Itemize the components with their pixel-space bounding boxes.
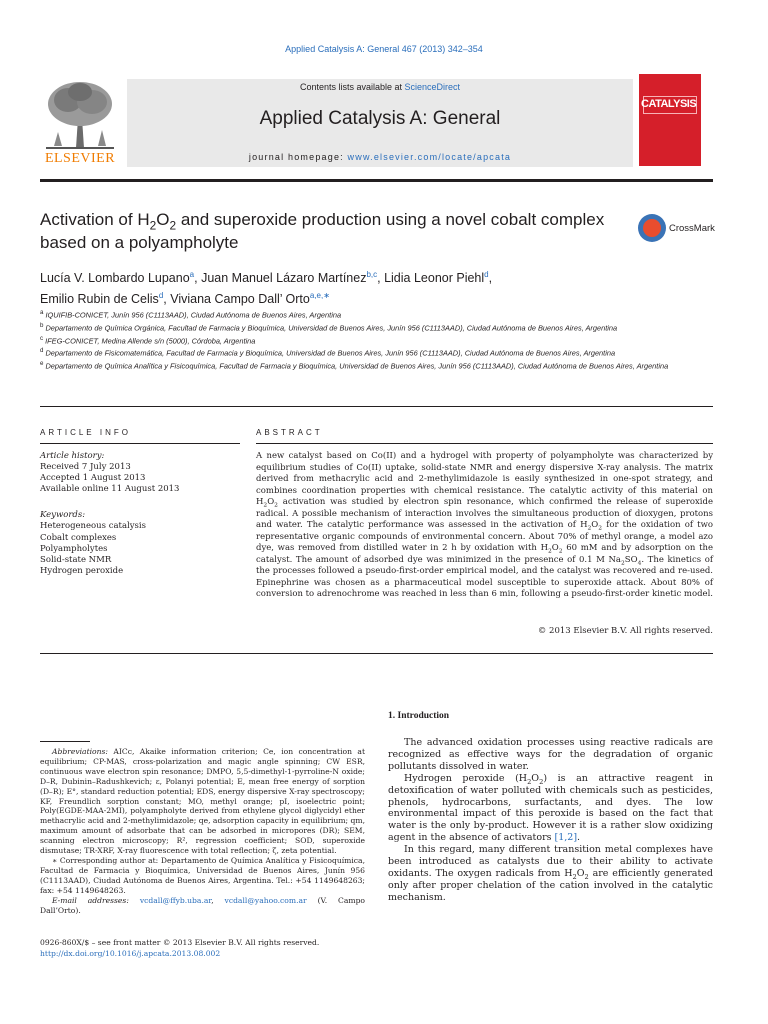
journal-citation[interactable]: Applied Catalysis A: General 467 (2013) 342–354 <box>285 44 483 54</box>
journal-cover-thumbnail[interactable] <box>639 74 701 166</box>
header-divider <box>40 179 713 182</box>
footnote-divider <box>40 741 90 742</box>
author-affiliation-link[interactable]: a,e,∗ <box>309 291 330 301</box>
citation-link[interactable]: [1,2] <box>554 832 578 844</box>
author-affiliation-link[interactable]: a <box>189 270 195 279</box>
cover-title: CATALYSIS <box>641 98 697 110</box>
homepage-prefix: journal homepage: <box>248 152 348 162</box>
keyword-item: Cobalt complexes <box>40 532 117 543</box>
keyword-item: Polyampholytes <box>40 543 108 554</box>
doi-link[interactable]: http://dx.doi.org/10.1016/j.apcata.2013.08.002 <box>40 949 221 958</box>
article-history <box>40 451 240 495</box>
author-name: Lucía V. Lombardo Lupano <box>40 271 190 286</box>
email-footnote: E-mail addresses: vcdall@ffyb.uba.ar, vcdall@yahoo.com.ar (V. Campo Dall’Orto). <box>40 895 366 915</box>
sciencedirect-link[interactable]: ScienceDirect <box>404 82 461 92</box>
paragraph: Hydrogen peroxide $(H_2O_2)$ is an attractive reagent in detoxification of water polluted with chemicals such as pesticides, phenols, hydrocarbons, surfactants, and dyes. The low environmental impact of this peroxide is based on the fact that water is the only by-product. However it is a rather slow oxidizing agent in the absence of activators [1,2]. <box>388 772 713 844</box>
keyword-item: Heterogeneous catalysis <box>40 521 146 532</box>
corresponding-author-footnote: ∗ Corresponding author at: Departamento de Química Analítica y Fisicoquímica, Facultad de Farmacia y Bioquímica, Universidad de Buenos Aires, Junín 956 (C1113AAD), Ciudad Autónoma de Buenos Aires, Argentina. Tel.: +54 1149648263; fax: +54 1149648263. <box>40 855 365 895</box>
affiliation-item: $^e$ Departamento de Química Analítica y Fisicoquímica, Facultad de Farmacia y Bioquímica, Universidad de Buenos Aires, Junín 956 (C1113AAD), Ciudad Autónoma de Buenos Aires, Argentina <box>40 360 669 371</box>
homepage-link[interactable]: www.elsevier.com/locate/apcata <box>347 152 512 162</box>
crossmark-badge[interactable] <box>638 214 718 244</box>
author-name: Lidia Leonor Piehl <box>384 271 485 286</box>
history-online: Available online 11 August 2013 <box>40 484 180 494</box>
author-affiliation-link[interactable]: d <box>158 291 164 301</box>
keyword-item: Hydrogen peroxide <box>40 566 124 577</box>
history-accepted: Accepted 1 August 2013 <box>40 473 146 483</box>
front-matter-notice <box>40 937 365 959</box>
elsevier-tree-icon <box>40 78 120 150</box>
journal-homepage <box>127 152 633 162</box>
keyword-item: Solid-state NMR <box>40 555 112 566</box>
article-info-heading: ARTICLE INFO <box>40 428 131 437</box>
affiliation-divider <box>40 406 713 407</box>
affiliation-item: $^c$ IFEG-CONICET, Medina Allende s/n (5000), Córdoba, Argentina <box>40 334 256 345</box>
author-name: Emilio Rubin de Celis <box>40 292 159 307</box>
crossmark-label: CrossMark <box>669 223 715 234</box>
author-name: Viviana Campo Dall’ Orto <box>170 292 310 307</box>
contents-prefix: Contents lists available at <box>299 82 405 92</box>
copyright-notice: © 2013 Elsevier B.V. All rights reserved. <box>537 626 713 636</box>
author-affiliation-link[interactable]: b,c <box>366 270 378 279</box>
history-received: Received 7 July 2013 <box>40 462 131 472</box>
journal-title: Applied Catalysis A: General <box>259 108 501 129</box>
affiliation-item: $^a$ IQUIFIB-CONICET, Junín 956 (C1113AAD), Ciudad Autónoma de Buenos Aires, Argentina <box>40 309 342 320</box>
affiliation-item: $^d$ Departamento de Fisicomatemática, Facultad de Farmacia y Bioquímica, Universidad de Buenos Aires, Junín 956 (C1113AAD), Ciudad Autónoma de Buenos Aires, Argentina <box>40 347 616 358</box>
keyword-list <box>40 510 240 578</box>
article-title: Activation of $H_2O_2$ and superoxide production using a novel cobalt complex based on a polyampholyte <box>40 210 605 252</box>
abstract-heading: ABSTRACT <box>256 428 323 437</box>
elsevier-wordmark: ELSEVIER <box>44 151 116 166</box>
email-link[interactable]: vcdall@yahoo.com.ar <box>224 895 307 905</box>
author-name: Juan Manuel Lázaro Martínez <box>201 271 367 286</box>
email-link[interactable]: vcdall@ffyb.uba.ar <box>139 895 212 905</box>
footnotes <box>40 747 365 915</box>
crossmark-icon <box>638 214 666 242</box>
crossmark-icon-inner <box>643 219 661 237</box>
paragraph: The advanced oxidation processes using reactive radicals are recognized as effective ways for the degradation of organic pollutants dissolved in water. <box>388 737 713 772</box>
history-label: Article history: <box>40 451 105 461</box>
abstract-divider <box>256 443 713 444</box>
paragraph: In this regard, many different transition metal complexes have been introduced as catalysts due to their ability to activate oxidants. The oxygen radicals from $H_2O_2$ are efficiently generated only after proper chelation of the cation involved in the catalytic mechanism. <box>388 844 713 903</box>
contents-line <box>127 82 633 92</box>
affiliation-item: $^b$ Departamento de Química Orgánica, Facultad de Farmacia y Bioquímica, Universidad de Buenos Aires, Junín 956 (C1113AAD), Ciudad Autónoma de Buenos Aires, Argentina <box>40 321 618 333</box>
abstract-body: A new catalyst based on Co(II) and a hydrogel with property of polyampholyte was characterized by equilibrium studies of Co(II) uptake, solid-state NMR and energy dispersive X-ray analysis. The matrix derived from methacrylic acid and 2-methylimidazole is easily synthesized in one-spot strategy, and combines coordination properties with chemical resistance. The catalytic activity of this material on $H_2O_2$ activation was studied by electron spin resonance, which confirmed the release of superoxide radical. A possible mechanism of interaction involves the simultaneous production of dioxygen, protons and water. The catalytic performance was assessed in the activation of $H_2O_2$ for the oxidation of two representative organic compounds of environmental concern. About 70% of methyl orange, a model azo dye, was removed from distilled water in 2 h by oxidation with $H_2O_2$ 60 mM and by adsorption on the catalyst. The amount of adsorbed dye was minimized in the presence of 0.1 M $Na_2SO_4$. The kinetics of the processes followed a pseudo-first-order empirical model, and the catalyst was recovered and re-used. Epinephrine was chosen as a pharmaceutical model susceptible to superoxide attack. About 80% of conversion to adrenochrome was reached in less than 6 min, following a pseudo-first-order kinetic model. <box>256 451 713 599</box>
issn-text: 0926-860X/$ – see front matter © 2013 Elsevier B.V. All rights reserved. <box>40 938 320 947</box>
keywords-label: Keywords: <box>40 510 86 520</box>
author-affiliation-link[interactable]: d <box>484 270 489 279</box>
article-info-divider <box>40 443 240 444</box>
affiliation-list <box>40 308 710 372</box>
section-heading-introduction: 1. Introduction <box>388 711 450 721</box>
introduction-body <box>388 737 713 904</box>
elsevier-logo <box>40 78 120 168</box>
abstract-bottom-divider <box>40 653 713 654</box>
abbreviations-footnote: Abbreviations: AICc, Akaike information criterion; Ce, ion concentration at equilibrium; CP-MAS, cross-polarization and magic angle spinning; CW ESR, continuous wave electron spin resonance; DMPO, 5,5-dimethyl-1-pyrroline-N oxide; D–R, Dubinin–Radushkevich; ε, Polanyi potential; E, mean free energy of sorption (D–R); E°, standard reduction potential; EDS, energy dispersive X-ray spectroscopy; KF, Freundlich sorption constant; MO, methyl orange; pI, isoelectric point; Poly(EGDE-MAA-2MI), polyampholyte derived from ethylene glycol diglycidyl ether methacrylic acid and 2-methylimidazole; qe, adsorption capacity in equilibrium; qm, maximum amount of adsorbate that can be adsorbed in micropores (DR); SEM, scanning electron microscopy; R², regression coefficient; SOD, superoxide dismutase; TR-XRF, X-ray fluorescence with total reflection; ζ, zeta potential. <box>40 747 365 856</box>
author-list: Lucía V. Lombardo Lupano$^a$, Juan Manuel Lázaro Martínez$^{b,c}$, Lidia Leonor Piehl$^d$, Emilio Rubin de Celis$^d$, Viviana Campo Dall’ Orto$^{a,e,∗}$ <box>40 270 493 307</box>
